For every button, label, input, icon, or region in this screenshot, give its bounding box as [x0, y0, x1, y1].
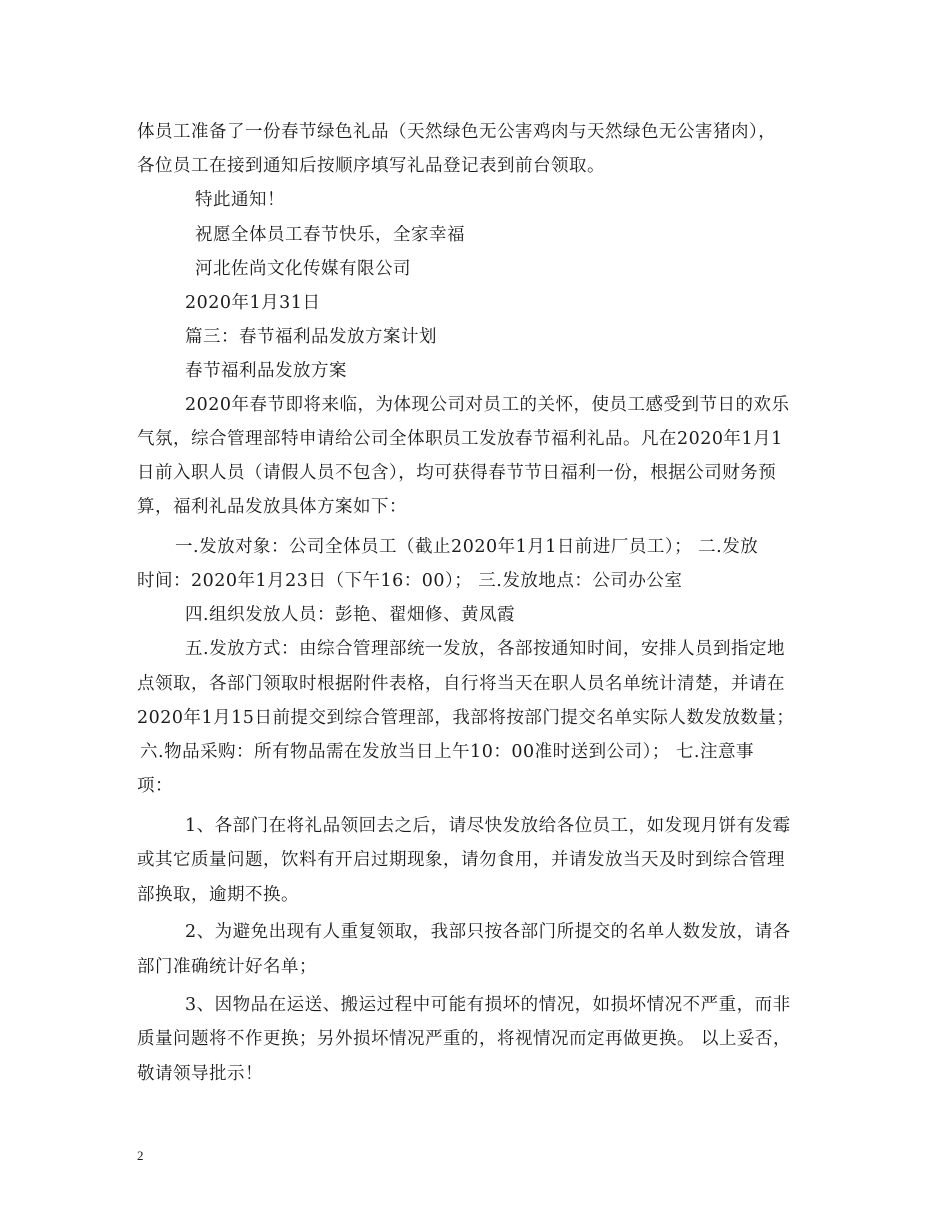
text-line: 时间：2020年1月23日（下午16：00）； 三.发放地点：公司办公室: [137, 571, 683, 591]
text-line: 质量问题将不作更换；另外损坏情况严重的，将视情况而定再做更换。 以上妥否，: [137, 1029, 792, 1049]
text-line: 部门准确统计好名单；: [137, 957, 317, 977]
text-line: 2020年1月15日前提交到综合管理部，我部将按部门提交名单实际人数发放数量；: [137, 708, 795, 728]
text-line: 日前入职人员（请假人员不包含），均可获得春节节日福利一份，根据公司财务预: [137, 463, 777, 483]
date-line: 2020年1月31日: [185, 293, 321, 313]
text-line: 特此通知！: [195, 190, 285, 210]
text-line: 3、因物品在运送、搬运过程中可能有损坏的情况，如损坏情况不严重，而非: [185, 995, 791, 1015]
section-heading: 篇三：春节福利品发放方案计划: [185, 327, 437, 347]
text-line: 各位员工在接到通知后按顺序填写礼品登记表到前台领取。: [137, 156, 605, 176]
text-line: 2020年春节即将来临，为体现公司对员工的关怀，使员工感受到节日的欢乐: [185, 395, 790, 415]
text-line: 河北佐尚文化传媒有限公司: [195, 259, 411, 279]
text-line: 1、各部门在将礼品领回去之后，请尽快发放给各位员工，如发现月饼有发霉: [185, 816, 791, 836]
text-line: 点领取，各部门领取时根据附件表格，自行将当天在职人员名单统计清楚，并请在: [137, 674, 785, 694]
text-line: 祝愿全体员工春节快乐，全家幸福: [195, 225, 465, 245]
text-line: 敬请领导批示！: [137, 1064, 263, 1084]
text-line: 五.发放方式：由综合管理部统一发放，各部按通知时间，安排人员到指定地: [185, 639, 786, 659]
text-line: 六.物品采购：所有物品需在发放当日上午10：00准时送到公司）； 七.注意事: [140, 742, 754, 762]
text-line: 算，福利礼品发放具体方案如下：: [137, 497, 407, 517]
text-line: 部换取，逾期不换。: [137, 885, 299, 905]
page-number: 2: [137, 1148, 144, 1163]
text-line: 一.发放对象：公司全体员工（截止2020年1月1日前进厂员工）； 二.发放: [175, 537, 759, 557]
text-line: 体员工准备了一份春节绿色礼品（天然绿色无公害鸡肉与天然绿色无公害猪肉），: [137, 122, 777, 142]
text-line: 2、为避免出现有人重复领取，我部只按各部门所提交的名单人数发放，请各: [185, 922, 791, 942]
document-title: 春节福利品发放方案: [185, 361, 347, 381]
text-line: 气氛，综合管理部特申请给公司全体职员工发放春节福利礼品。凡在2020年1月1: [137, 429, 783, 449]
text-line: 四.组织发放人员：彭艳、翟畑修、黄凤霞: [185, 605, 516, 625]
text-line: 或其它质量问题，饮料有开启过期现象，请勿食用，并请发放当天及时到综合管理: [137, 850, 785, 870]
text-line: 项：: [137, 776, 173, 796]
